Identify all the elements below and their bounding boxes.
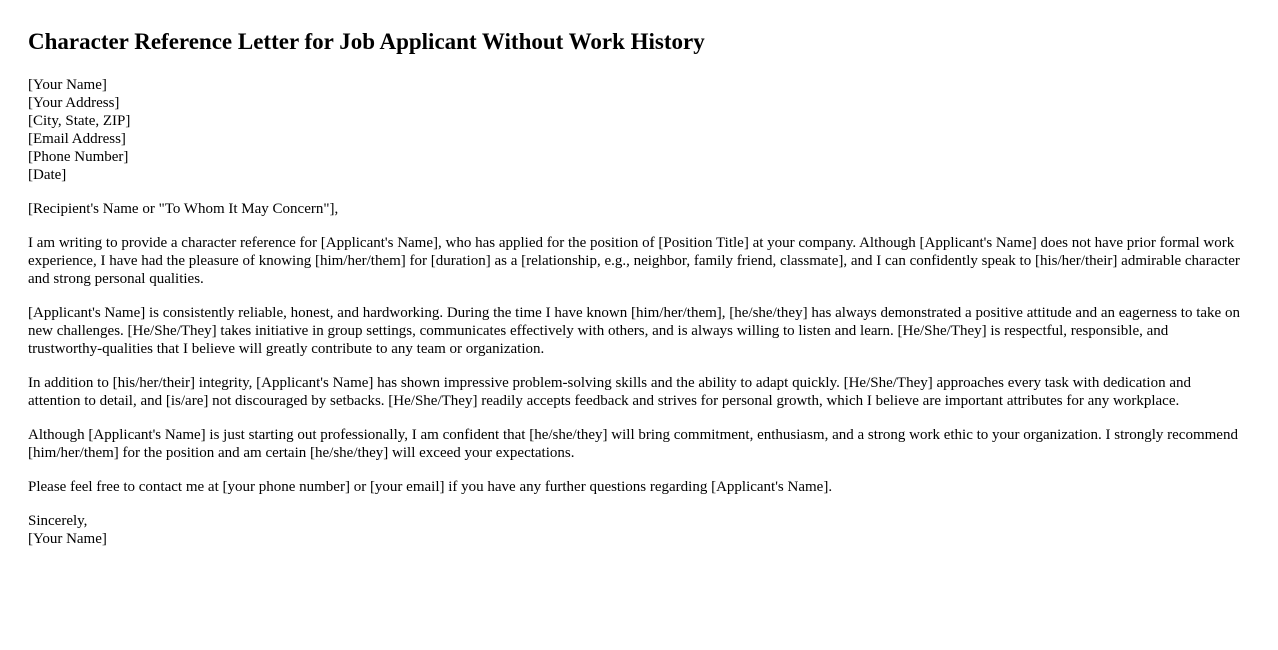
body-paragraph-qualities: [Applicant's Name] is consistently reliable, honest, and hardworking. During the time I have known [him/her/them], [he/she/they] has always demonstrated a positive attitude and an eagerness to take on new challenges. [He/She/They] takes initiative in group settings, communicates effectively with others, and is always willing to listen and learn. [He/She/They] is respectful, responsible, and trustworthy-qualities that I believe will greatly contribute to any team or organization. (28, 305, 1240, 357)
body-paragraph-intro: I am writing to provide a character reference for [Applicant's Name], who has applied for the position of [Position Title] at your company. Although [Applicant's Name] does not have prior formal work experience, I have had the pleasure of knowing [him/her/them] for [duration] as a [relationship, e.g., neighbor, family friend, classmate], and I can confidently speak to [his/her/their] admirable character and strong personal qualities. (28, 235, 1240, 287)
closing: Sincerely, (28, 513, 88, 529)
salutation: [Recipient's Name or "To Whom It May Concern"], (28, 201, 339, 217)
sender-email: [Email Address] (28, 131, 126, 147)
body-paragraph-recommendation: Although [Applicant's Name] is just starting out professionally, I am confident that [he/she/they] will bring commitment, enthusiasm, and a strong work ethic to your organization. I strongly recommend [him/her/them] for the position and am certain [he/she/they] will exceed your expectations. (28, 427, 1238, 461)
sender-address: [Your Address] (28, 95, 120, 111)
body-paragraph-contact: Please feel free to contact me at [your phone number] or [your email] if you have any further questions regarding [Applicant's Name]. (28, 479, 833, 495)
body-paragraph-skills: In addition to [his/her/their] integrity, [Applicant's Name] has shown impressive problem-solving skills and the ability to adapt quickly. [He/She/They] approaches every task with dedication and attention to detail, and [is/are] not discouraged by setbacks. [He/She/They] readily accepts feedback and strives for personal growth, which I believe are important attributes for any workplace. (28, 375, 1191, 409)
page-title: Character Reference Letter for Job Applicant Without Work History (28, 29, 705, 54)
signoff (28, 512, 1250, 548)
signature-name: [Your Name] (28, 531, 107, 547)
sender-city-state-zip: [City, State, ZIP] (28, 113, 131, 129)
sender-info (28, 76, 1250, 184)
sender-name: [Your Name] (28, 77, 107, 93)
letter-date: [Date] (28, 167, 67, 183)
sender-phone: [Phone Number] (28, 149, 129, 165)
